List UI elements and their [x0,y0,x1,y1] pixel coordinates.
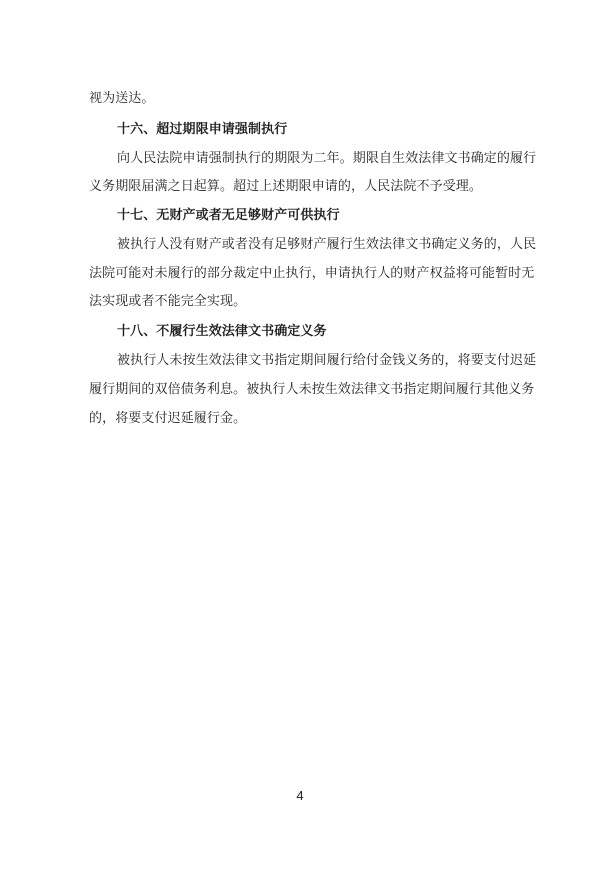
paragraph-line: 法实现或者不能完全实现。 [89,294,247,309]
page-number: 4 [296,788,304,803]
paragraph-line: 向人民法院申请强制执行的期限为二年。期限自生效法律文书确定的履行 [117,151,537,166]
paragraph-line: 被执行人未按生效法律文书指定期间履行给付金钱义务的，将要支付迟延 [117,353,537,368]
paragraph-line: 法院可能对未履行的部分裁定中止执行，申请执行人的财产权益将可能暂时无 [89,266,535,281]
paragraph-line: 履行期间的双倍债务利息。被执行人未按生效法律文书指定期间履行其他义务 [89,382,535,397]
paragraph-line: 被执行人没有财产或者没有足够财产履行生效法律文书确定义务的，人民 [117,237,537,252]
section-heading-17: 十七、无财产或者无足够财产可供执行 [117,208,340,223]
section-heading-16: 十六、超过期限申请强制执行 [117,122,288,137]
section-heading-18: 十八、不履行生效法律文书确定义务 [117,324,327,339]
paragraph-line: 视为送达。 [89,91,155,106]
paragraph-line: 的，将要支付迟延履行金。 [89,411,247,426]
paragraph-line: 义务期限届满之日起算。超过上述期限申请的，人民法院不予受理。 [89,179,483,194]
